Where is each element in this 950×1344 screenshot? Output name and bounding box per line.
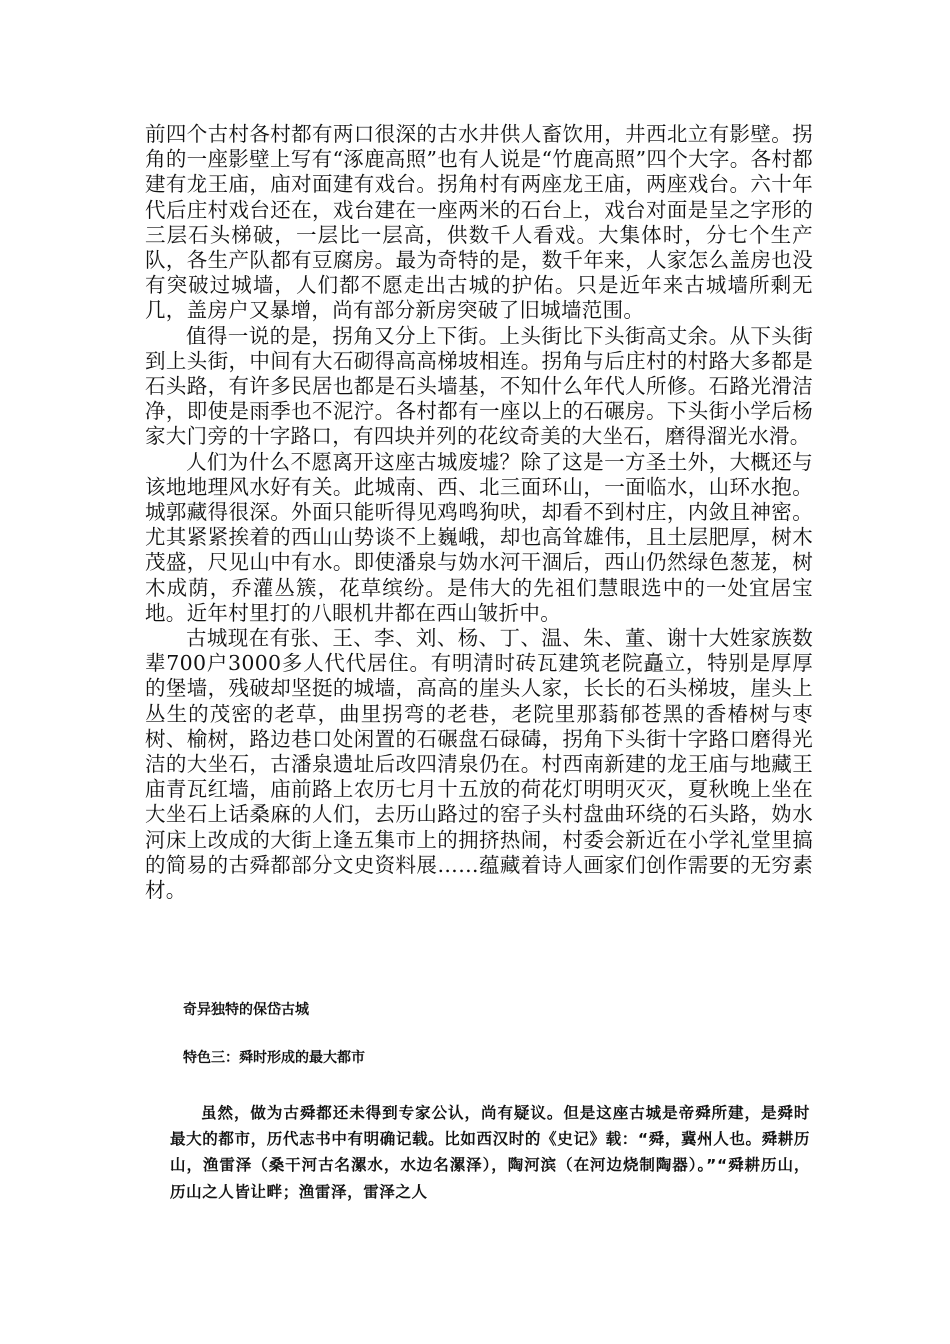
section-title: 奇异独特的保岱古城 bbox=[183, 1002, 309, 1018]
tail-text-block bbox=[170, 1100, 810, 1205]
paragraph-2: 值得一说的是，拐角又分上下街。上头街比下头街高丈余。从下头街到上头街，中间有大石砌得高高梯坡相连。拐角与后庄村的村路大多都是石头路，有许多民居也都是石头墙基，不知什么年代人所修。石路光滑洁净，即使是雨季也不泥泞。各村都有一座以上的石碾房。下头街小学后杨家大门旁的十字路口，有四块并列的花纹奇美的大坐石，磨得溜光水滑。 bbox=[145, 323, 813, 449]
subsection-title: 特色三：舜时形成的最大都市 bbox=[183, 1050, 365, 1066]
tail-paragraph: 虽然，做为古舜都还未得到专家公认，尚有疑议。但是这座古城是帝舜所建，是舜时最大的都市，历代志书中有明确记载。比如西汉时的《史记》载：“舜，冀州人也。舜耕历山，渔雷泽（桑干河古名漯水，水边名漯泽），陶河滨（在河边烧制陶器）。”“舜耕历山，历山之人皆让畔；渔雷泽，雷泽之人 bbox=[170, 1104, 810, 1201]
paragraph-3: 人们为什么不愿离开这座古城废墟？除了这是一方圣土外，大概还与该地地理风水好有关。此城南、西、北三面环山，一面临水，山环水抱。城郭藏得很深。外面只能听得见鸡鸣狗吠，却看不到村庄，内敛且神密。尤其紧紧挨着的西山山势谈不上巍峨，却也高耸雄伟，且土层肥厚，树木茂盛，尺见山中有水。即使潘泉与妫水河干涸后，西山仍然绿色葱茏，树木成荫，乔灌丛簇，花草缤纷。是伟大的先祖们慧眼选中的一处宜居宝地。近年村里打的八眼机井都在西山皱折中。 bbox=[145, 449, 813, 625]
paragraph-4: 古城现在有张、王、李、刘、杨、丁、温、朱、董、谢十大姓家族数辈700户3000多人代代居住。有明清时砖瓦建筑老院矗立，特别是厚厚的堡墙，残破却坚挺的城墙，高高的崖头人家，长长的石头梯坡，崖头上丛生的茂密的老草，曲里拐弯的老巷，老院里那蓊郁苍黑的香椿树与枣树、榆树，路边巷口处闲置的石碾盘石碌碡，拐角下头街十字路口磨得光洁的大坐石，古潘泉遗址后改四清泉仍在。村西南新建的龙王庙与地藏王庙青瓦红墙，庙前路上农历七月十五放的荷花灯明明灭灭，夏秋晚上坐在大坐石上话桑麻的人们，去历山路过的窑子头村盘曲环绕的石头路，妫水河床上改成的大街上逢五集市上的拥挤热闹，村委会新近在小学礼堂里搞的简易的古舜都部分文史资料展……蕴藏着诗人画家们创作需要的无穷素材。 bbox=[145, 626, 813, 903]
main-text-block bbox=[145, 122, 813, 903]
paragraph-1: 前四个古村各村都有两口很深的古水井供人畜饮用，井西北立有影壁。拐角的一座影壁上写有“涿鹿高照”也有人说是“竹鹿高照”四个大字。各村都建有龙王庙，庙对面建有戏台。拐角村有两座龙王庙，两座戏台。六十年代后庄村戏台还在，戏台建在一座两米的石台上，戏台对面是呈之字形的三层石头梯破，一层比一层高，供数千人看戏。大集体时，分七个生产队，各生产队都有豆腐房。最为奇特的是，数千年来，人家怎么盖房也没有突破过城墙，人们都不愿走出古城的护佑。只是近年来古城墙所剩无几，盖房户又暴增，尚有部分新房突破了旧城墙范围。 bbox=[145, 122, 813, 323]
